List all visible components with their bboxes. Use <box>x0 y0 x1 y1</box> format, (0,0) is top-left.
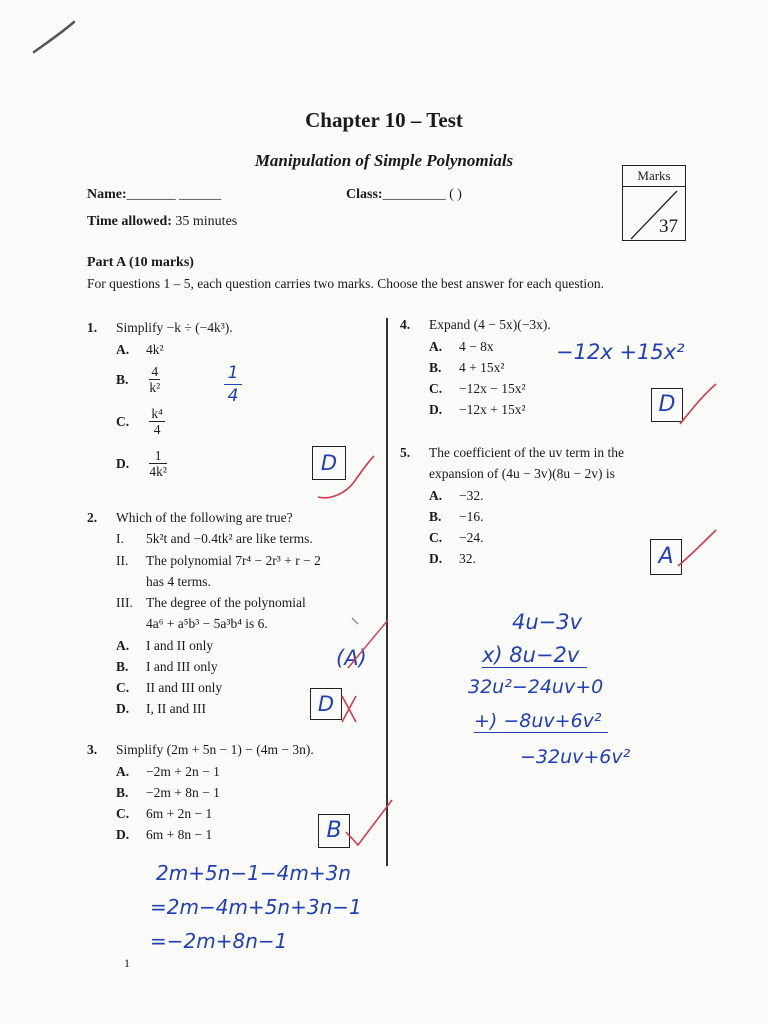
q2-statement-2: II. The polynomial 7r⁴ − 2r³ + r − 2 <box>116 553 321 568</box>
test-subtitle: Manipulation of Simple Polynomials <box>254 151 514 170</box>
q3-option-b: B. −2m + 8n − 1 <box>116 785 220 800</box>
marks-label: Marks <box>623 166 685 187</box>
q4-stem: Expand (4 − 5x)(−3x). <box>429 317 551 332</box>
q5-option-c: C. −24. <box>429 530 484 545</box>
q2-statement-1: I. 5k²t and −0.4tk² are like terms. <box>116 531 313 546</box>
time-value: 35 minutes <box>175 214 238 229</box>
q5-number: 5. <box>400 445 411 460</box>
q5-stem-2: expansion of (4u − 3v)(8u − 2v) is <box>429 466 615 481</box>
part-a-heading: Part A (10 marks) <box>87 255 194 270</box>
q5-stem: The coefficient of the uv term in the <box>429 445 625 460</box>
q2-correction-slash <box>348 620 388 668</box>
q4-option-c: C. −12x − 15x² <box>429 381 526 396</box>
q1-option-c: C. $\frac{\text{k⁴}}{4}$ <box>116 406 163 437</box>
q3-stem: Simplify (2m + 5n − 1) − (4m − 3n). <box>116 742 314 757</box>
class-label: Class: <box>346 187 383 202</box>
q5-option-b: B. −16. <box>429 509 484 524</box>
q5-answer: A <box>658 544 674 569</box>
test-title: Chapter 10 – Test <box>305 108 463 132</box>
q2-stem: Which of the following are true? <box>116 510 293 525</box>
q2-cross-mark <box>342 696 356 722</box>
q3-tick-mark <box>346 800 392 845</box>
q2-statement-2b: has 4 terms. <box>146 574 211 589</box>
q2-option-c: C. II and III only <box>116 680 223 695</box>
q5-working-5: −32uv+6v² <box>520 746 631 768</box>
q5-working-2: x) 8u−2v <box>482 643 587 668</box>
q2-option-d: D. I, II and III <box>116 701 206 716</box>
q1-number: 1. <box>87 320 98 335</box>
q4-option-d: D. −12x + 15x² <box>429 402 526 417</box>
q2-statement-3: III. The degree of the polynomial <box>116 595 306 610</box>
marks-total: 37 <box>659 216 678 237</box>
q5-tick-mark <box>678 530 716 566</box>
q1-side-note: 1 4 <box>224 362 242 407</box>
q4-tick-mark <box>680 384 716 424</box>
q5-option-a: A. −32. <box>429 488 484 503</box>
part-a-instruction: For questions 1 – 5, each question carries two marks. Choose the best answer for each question. <box>87 276 605 291</box>
q2-option-a: A. I and II only <box>116 638 214 653</box>
class-blank: _________ ( ) <box>382 187 462 202</box>
q2-option-b: B. I and III only <box>116 659 218 674</box>
q3-working-3: =−2m+8n−1 <box>150 929 288 953</box>
q2-answer: D <box>317 692 335 716</box>
q1-stem: Simplify −k ÷ (−4k³). <box>116 320 233 335</box>
q4-working: −12x +15x² <box>556 340 685 364</box>
name-label: Name: <box>87 187 127 202</box>
q1-option-d: D. $\frac{1}{\text{4k²}}$ <box>116 448 167 479</box>
q4-answer: D <box>658 392 676 417</box>
q3-option-d: D. 6m + 8n − 1 <box>116 827 213 842</box>
q3-option-c: C. 6m + 2n − 1 <box>116 806 213 821</box>
q4-number: 4. <box>400 317 411 332</box>
q1-answer: D <box>320 451 338 475</box>
q3-answer: B <box>326 818 342 843</box>
q3-number: 3. <box>87 742 98 757</box>
q5-working-1: 4u−3v <box>512 610 583 634</box>
time-label: Time allowed: <box>87 214 172 229</box>
q2-statement-3b: 4a⁶ + a⁵b³ − 5a³b⁴ is 6. <box>146 616 268 631</box>
q2-stray-dash <box>352 618 358 624</box>
q2-number: 2. <box>87 510 98 525</box>
q1-tick-mark <box>318 456 374 498</box>
q4-option-a: A. 4 − 8x <box>429 339 494 354</box>
q1-option-a: A. 4k² <box>116 342 164 357</box>
q2-correction: (A) <box>336 646 367 670</box>
q5-working-3: 32u²−24uv+0 <box>468 676 604 698</box>
q1-option-b: B. $\frac{4}{\text{k²}}$ <box>116 364 161 395</box>
page-number: 1 <box>124 956 130 970</box>
q4-option-b: B. 4 + 15x² <box>429 360 505 375</box>
q3-working-2: =2m−4m+5n+3n−1 <box>150 895 362 919</box>
q3-option-a: A. −2m + 2n − 1 <box>116 764 220 779</box>
q3-working-1: 2m+5n−1−4m+3n <box>156 861 351 885</box>
name-blank: _______ ______ <box>126 187 222 202</box>
pen-stroke-top-left <box>34 22 74 52</box>
q5-working-4: +) −8uv+6v² <box>474 710 608 733</box>
q5-option-d: D. 32. <box>429 551 476 566</box>
